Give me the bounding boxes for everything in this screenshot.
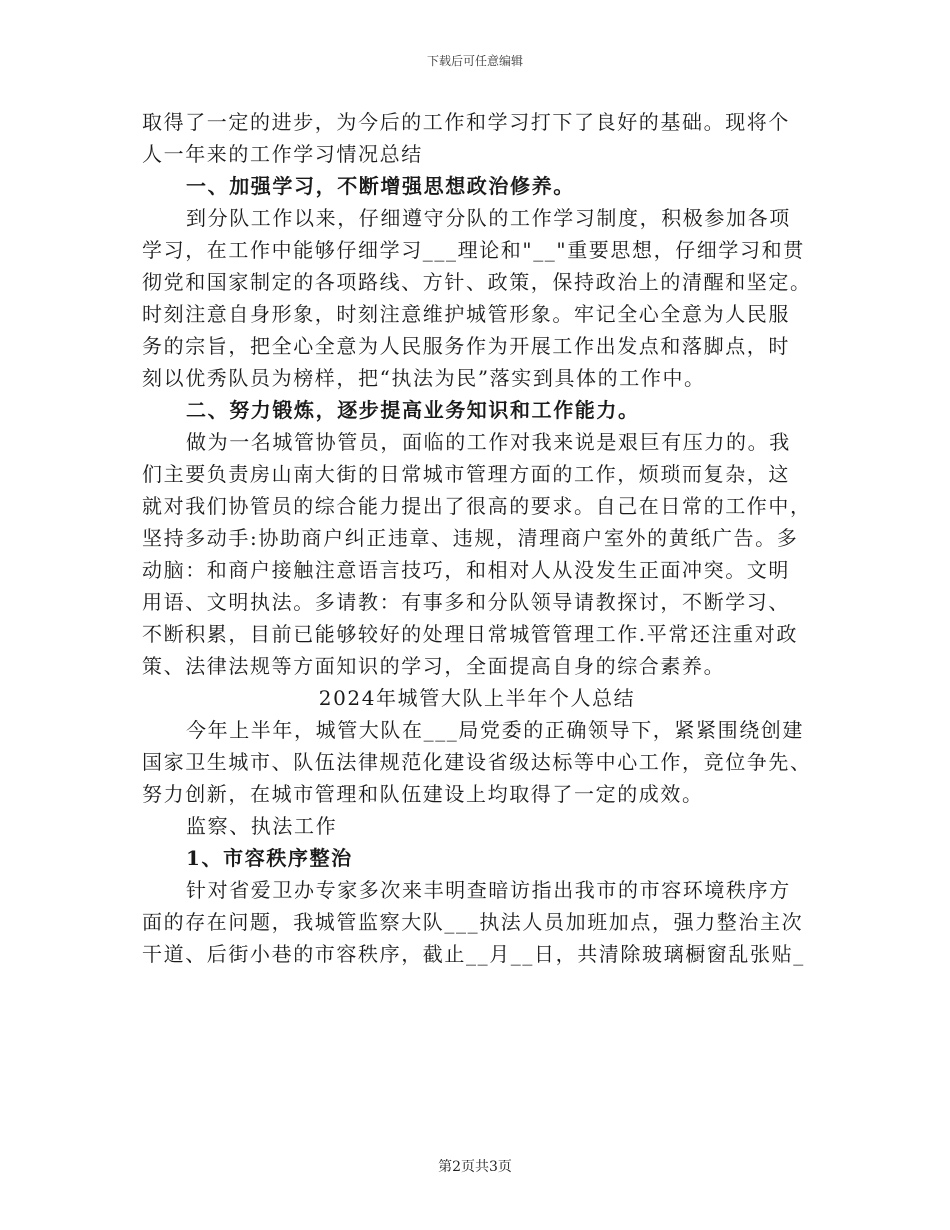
paragraph-line: 学习，在工作中能够仔细学习___理论和"__"重要思想，仔细学习和贯 (142, 238, 805, 262)
paragraph-line: 取得了一定的进步，为今后的工作和学习打下了良好的基础。现将个 (142, 110, 790, 134)
document-body (142, 106, 812, 970)
paragraph-line: 彻党和国家制定的各项路线、方针、政策，保持政治上的清醒和坚定。 (142, 270, 812, 294)
paragraph-line: 动脑：和商户接触注意语言技巧，和相对人从没发生正面冲突。文明 (142, 558, 790, 582)
paragraph-line: 就对我们协管员的综合能力提出了很高的要求。自己在日常的工作中， (142, 494, 812, 518)
paragraph-line: 国家卫生城市、队伍法律规范化建设省级达标等中心工作，竞位争先、 (142, 750, 812, 774)
paragraph-line: 到分队工作以来，仔细遵守分队的工作学习制度，积极参加各项 (186, 206, 791, 230)
paragraph-line: 不断积累，目前已能够较好的处理日常城管管理工作.平常还注重对政 (142, 622, 798, 646)
page-footer: 第2页共3页 (438, 1159, 512, 1175)
paragraph-line: 做为一名城管协管员，面临的工作对我来说是艰巨有压力的。我 (186, 430, 791, 454)
paragraph-line: 策、法律法规等方面知识的学习，全面提高自身的综合素养。 (142, 654, 726, 678)
paragraph-line: 针对省爱卫办专家多次来丰明查暗访指出我市的市容环境秩序方 (186, 878, 791, 902)
paragraph-line: 用语、文明执法。多请教：有事多和分队领导请教探讨，不断学习、 (142, 590, 790, 614)
subheading: 监察、执法工作 (186, 814, 338, 838)
paragraph-line: 刻以优秀队员为榜样，把“执法为民”落实到具体的工作中。 (142, 366, 706, 390)
paragraph-line: 努力创新，在城市管理和队伍建设上均取得了一定的成效。 (142, 782, 704, 806)
paragraph-line: 时刻注意自身形象，时刻注意维护城管形象。牢记全心全意为人民服 (142, 302, 790, 326)
subheading: 1、市容秩序整治 (186, 846, 353, 870)
paragraph-line: 务的宗旨，把全心全意为人民服务作为开展工作出发点和落脚点，时 (142, 334, 790, 358)
section-heading: 二、努力锻炼，逐步提高业务知识和工作能力。 (186, 398, 640, 422)
paragraph-line: 今年上半年，城管大队在___局党委的正确领导下，紧紧围绕创建 (186, 718, 804, 742)
header-note: 下载后可任意编辑 (426, 54, 523, 68)
paragraph-line: 们主要负责房山南大街的日常城市管理方面的工作，烦琐而复杂，这 (142, 462, 790, 486)
section-heading: 一、加强学习，不断增强思想政治修养。 (186, 174, 575, 198)
paragraph-line: 人一年来的工作学习情况总结 (142, 142, 423, 166)
document-title: 2024年城管大队上半年个人总结 (318, 686, 636, 710)
paragraph-line: 面的存在问题，我城管监察大队___执法人员加班加点，强力整治主次 (142, 910, 804, 934)
paragraph-line: 干道、后街小巷的市容秩序，截止__月__日，共清除玻璃橱窗乱张贴_ (142, 942, 805, 966)
paragraph-line: 坚持多动手:协助商户纠正违章、违规，清理商户室外的黄纸广告。多 (142, 526, 799, 550)
